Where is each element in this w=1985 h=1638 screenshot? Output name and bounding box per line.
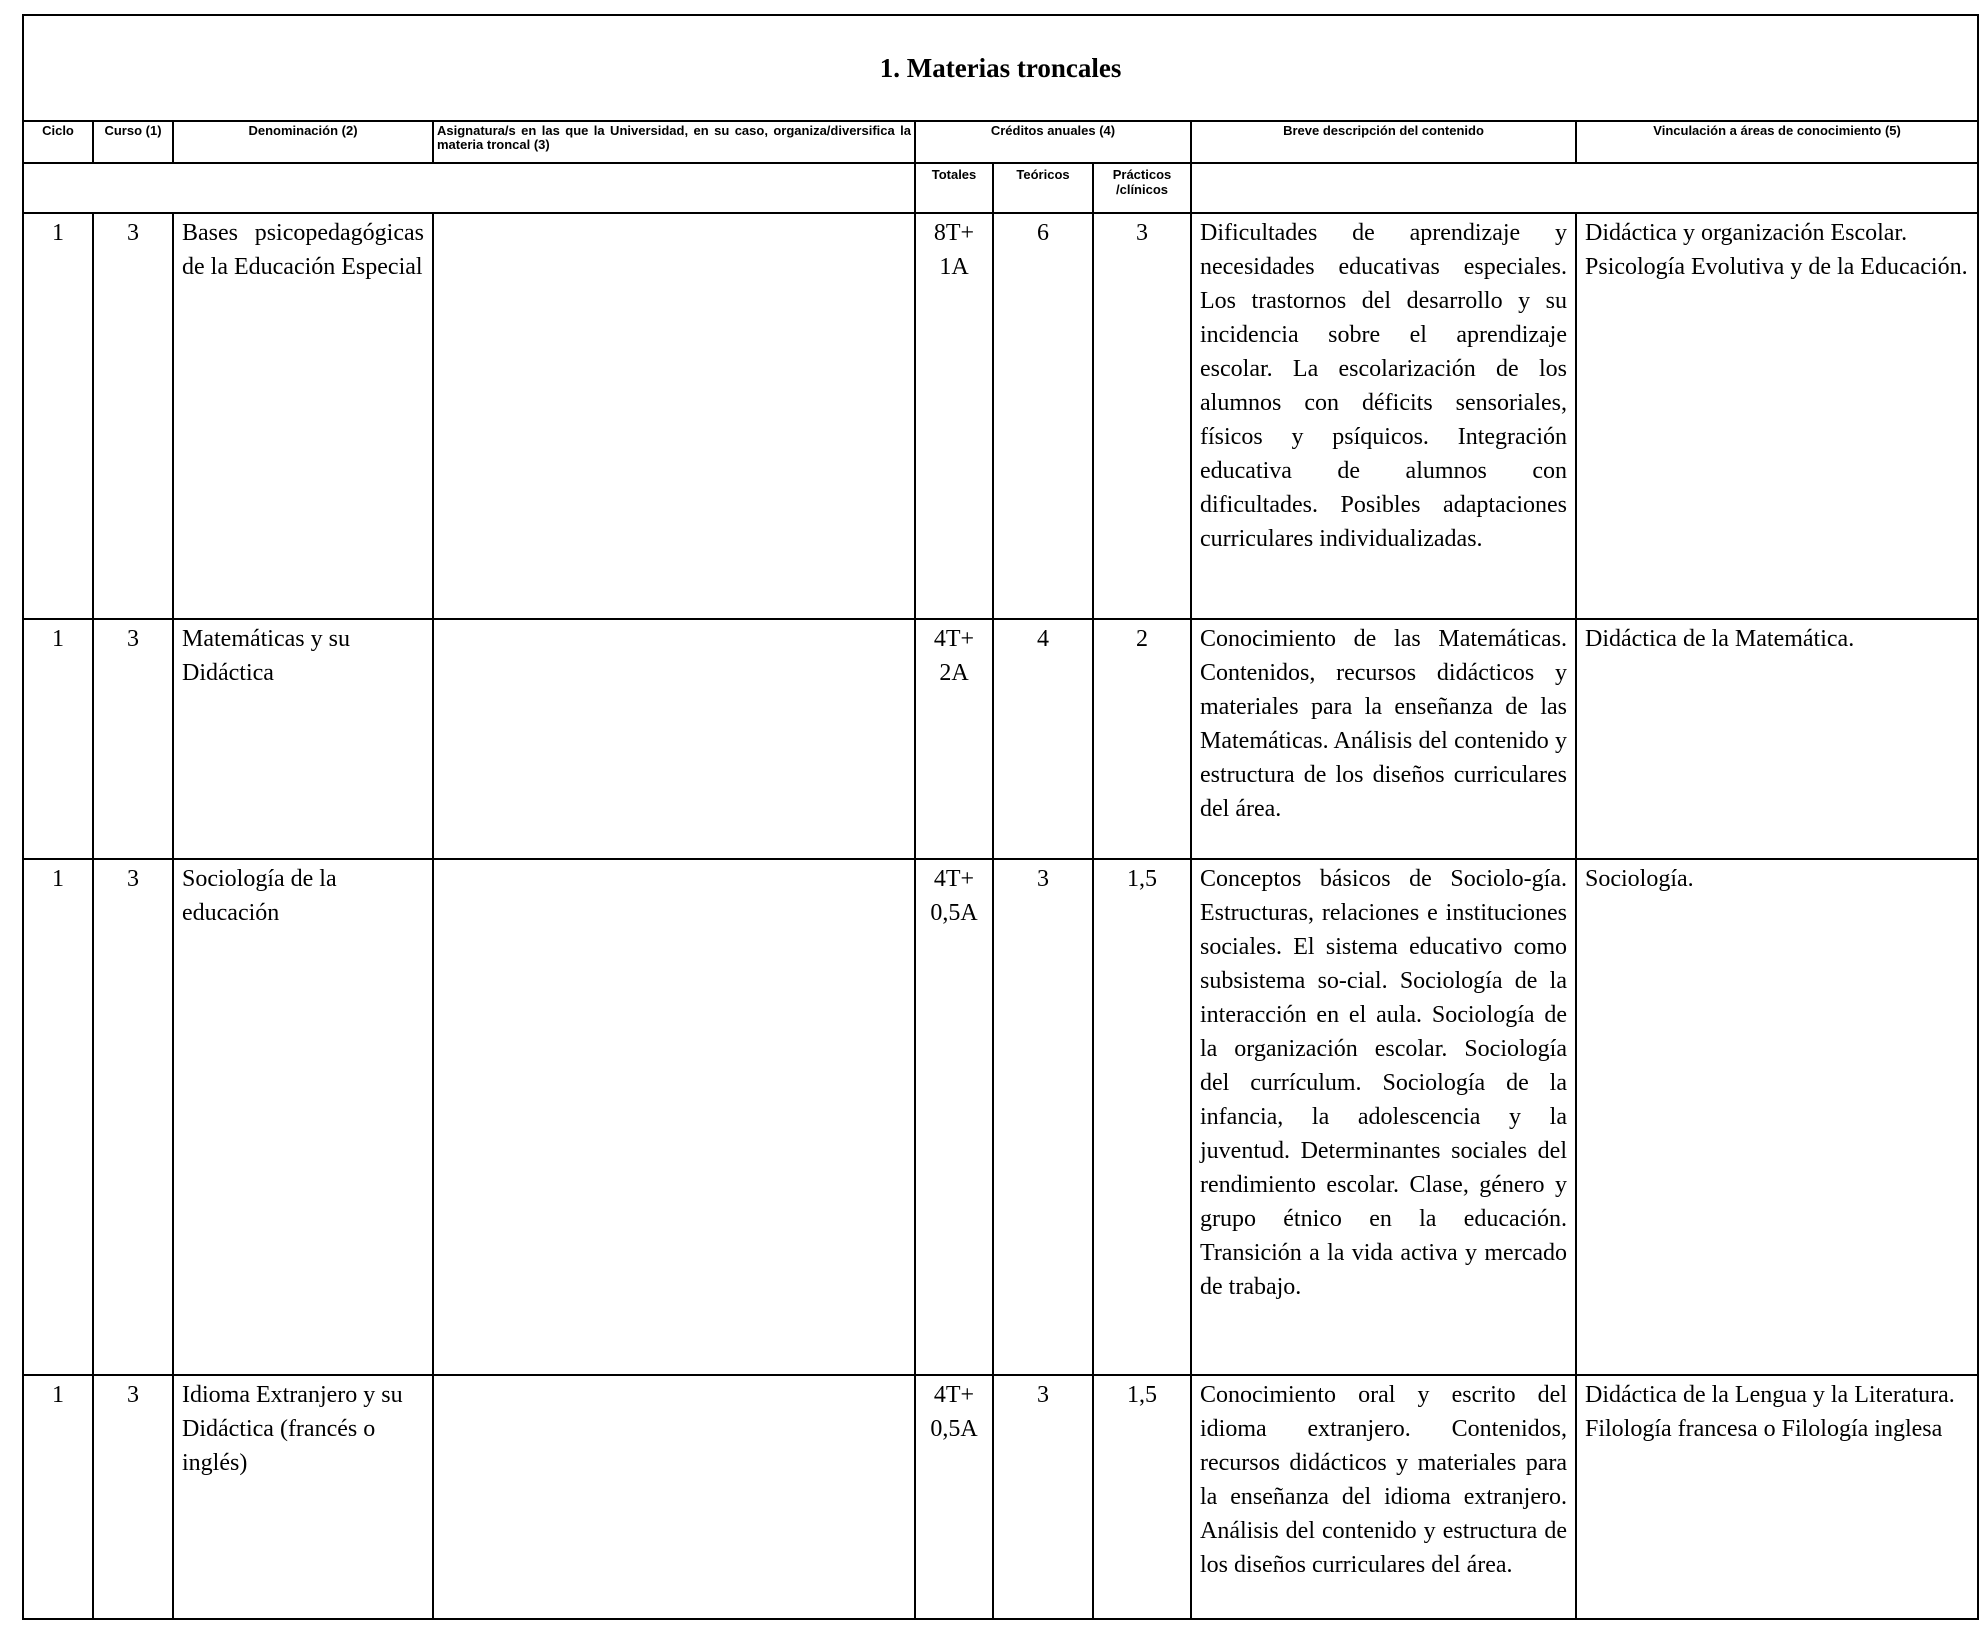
subheader-teoricos: Teóricos — [993, 163, 1093, 213]
cell-teoricos: 3 — [993, 1375, 1093, 1619]
cell-vinculacion: Sociología. — [1576, 859, 1978, 1375]
subheader-row — [23, 163, 1978, 213]
cell-descripcion: Conocimiento de las Matemáticas. Contenidos, recursos didácticos y materiales para la enseñanza de las Matemáticas. Análisis del contenido y estructura de los diseños curriculares del área. — [1191, 619, 1576, 859]
cell-denominacion: Matemáticas y su Didáctica — [173, 619, 433, 859]
cell-practicos: 3 — [1093, 213, 1191, 619]
cell-asignaturas — [433, 1375, 915, 1619]
cell-denominacion: Sociología de la educación — [173, 859, 433, 1375]
cell-vinculacion: Didáctica de la Lengua y la Literatura. Filología francesa o Filología inglesa — [1576, 1375, 1978, 1619]
header-creditos: Créditos anuales (4) — [915, 121, 1191, 163]
cell-ciclo: 1 — [23, 1375, 93, 1619]
cell-practicos: 1,5 — [1093, 859, 1191, 1375]
table-row — [23, 1375, 1978, 1619]
cell-curso: 3 — [93, 213, 173, 619]
header-descripcion: Breve descripción del contenido — [1191, 121, 1576, 163]
subheader-totales: Totales — [915, 163, 993, 213]
cell-curso: 3 — [93, 1375, 173, 1619]
cell-descripcion: Dificultades de aprendizaje y necesidades educativas especiales. Los trastornos del desarrollo y su incidencia sobre el aprendizaje escolar. La escolarización de los alumnos con déficits sensoriales, físicos y psíquicos. Integración educativa de alumnos con dificultades. Posibles adaptaciones curriculares individualizadas. — [1191, 213, 1576, 619]
header-vinculacion: Vinculación a áreas de conocimiento (5) — [1576, 121, 1978, 163]
table-row — [23, 213, 1978, 619]
subheader-blank-right — [1191, 163, 1978, 213]
cell-curso: 3 — [93, 859, 173, 1375]
cell-descripcion: Conceptos básicos de Sociolo-gía. Estructuras, relaciones e instituciones sociales. El sistema educativo como subsistema so-cial. Sociología de la interacción en el aula. Sociología de la organización escolar. Sociología del currículum. Sociología de la infancia, la adolescencia y la juventud. Determinantes sociales del rendimiento escolar. Clase, género y grupo étnico en la educación. Transición a la vida activa y mercado de trabajo. — [1191, 859, 1576, 1375]
header-asignaturas: Asignatura/s en las que la Universidad, en su caso, organiza/diversifica la materia troncal (3) — [433, 121, 915, 163]
cell-totales: 8T+ 1A — [915, 213, 993, 619]
cell-totales: 4T+ 0,5A — [915, 1375, 993, 1619]
table-row — [23, 859, 1978, 1375]
table-row — [23, 619, 1978, 859]
cell-practicos: 2 — [1093, 619, 1191, 859]
materias-troncales-table — [22, 14, 1979, 1620]
cell-totales: 4T+ 0,5A — [915, 859, 993, 1375]
cell-ciclo: 1 — [23, 619, 93, 859]
header-denominacion: Denominación (2) — [173, 121, 433, 163]
table-title: 1. Materias troncales — [23, 15, 1978, 121]
header-ciclo: Ciclo — [23, 121, 93, 163]
header-row — [23, 121, 1978, 163]
cell-denominacion: Bases psicopedagógicas de la Educación Especial — [173, 213, 433, 619]
cell-practicos: 1,5 — [1093, 1375, 1191, 1619]
cell-teoricos: 4 — [993, 619, 1093, 859]
cell-asignaturas — [433, 859, 915, 1375]
cell-totales: 4T+ 2A — [915, 619, 993, 859]
cell-asignaturas — [433, 213, 915, 619]
header-curso: Curso (1) — [93, 121, 173, 163]
cell-teoricos: 3 — [993, 859, 1093, 1375]
cell-vinculacion: Didáctica de la Matemática. — [1576, 619, 1978, 859]
cell-vinculacion: Didáctica y organización Escolar. Psicología Evolutiva y de la Educación. — [1576, 213, 1978, 619]
cell-descripcion: Conocimiento oral y escrito del idioma extranjero. Contenidos, recursos didácticos y materiales para la enseñanza del idioma extranjero. Análisis del contenido y estructura de los diseños curriculares del área. — [1191, 1375, 1576, 1619]
subheader-blank — [23, 163, 915, 213]
cell-teoricos: 6 — [993, 213, 1093, 619]
cell-ciclo: 1 — [23, 859, 93, 1375]
cell-asignaturas — [433, 619, 915, 859]
cell-denominacion: Idioma Extranjero y su Didáctica (francés o inglés) — [173, 1375, 433, 1619]
subheader-practicos: Prácticos /clínicos — [1093, 163, 1191, 213]
cell-curso: 3 — [93, 619, 173, 859]
document-page — [22, 14, 1977, 1620]
cell-ciclo: 1 — [23, 213, 93, 619]
